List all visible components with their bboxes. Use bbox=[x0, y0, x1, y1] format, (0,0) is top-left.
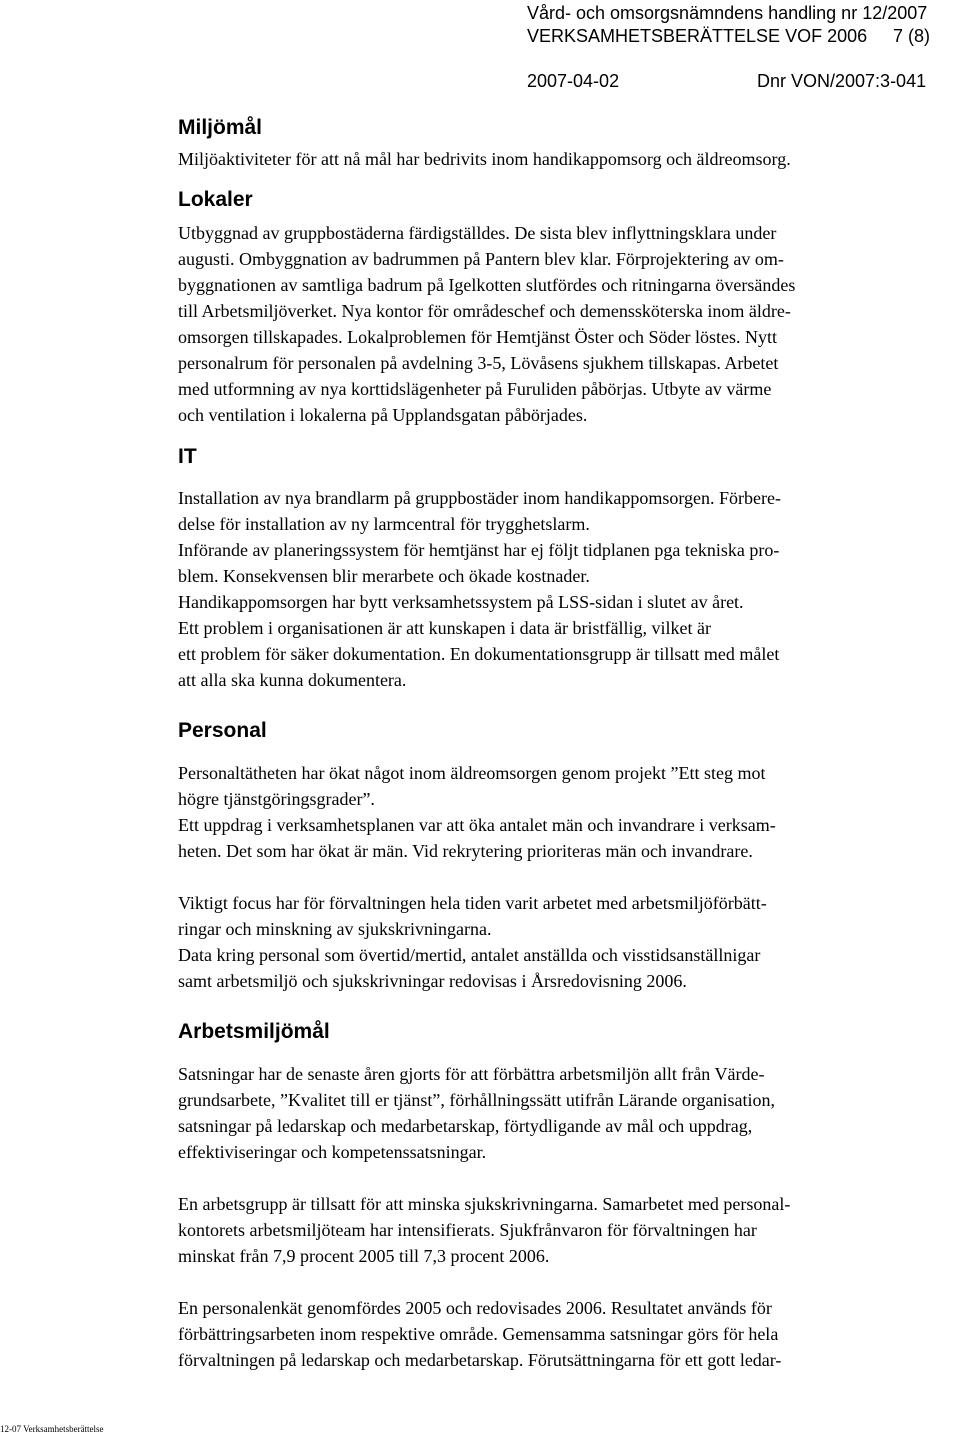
text-line: Satsningar har de senaste åren gjorts för att förbättra arbetsmiljön allt från Värde- bbox=[178, 1064, 765, 1084]
footer-text: 12-07 Verksamhetsberättelse bbox=[0, 1424, 104, 1434]
text-line: samt arbetsmiljö och sjukskrivningar redovisas i Årsredovisning 2006. bbox=[178, 971, 687, 991]
text-line: delse för installation av ny larmcentral för trygghetslarm. bbox=[178, 514, 590, 534]
text-line: och ventilation i lokalerna på Upplandsgatan påbörjades. bbox=[178, 405, 588, 425]
header-dnr: Dnr VON/2007:3-041 bbox=[757, 71, 927, 91]
section-heading-arbetsmiljomal: Arbetsmiljömål bbox=[178, 1020, 330, 1043]
text-line: högre tjänstgöringsgrader”. bbox=[178, 789, 375, 809]
text-line: förvaltningen på ledarskap och medarbetarskap. Förutsättningarna för ett gott ledar- bbox=[178, 1350, 782, 1370]
header-title-line: Vård- och omsorgsnämndens handling nr 12/2007 bbox=[527, 3, 928, 23]
paragraph bbox=[178, 1191, 948, 1269]
text-line: att alla ska kunna dokumentera. bbox=[178, 670, 407, 690]
paragraph bbox=[178, 146, 948, 172]
section-heading-personal: Personal bbox=[178, 719, 267, 742]
text-line: personalrum för personalen på avdelning 3-5, Lövåsens sjukhem tillskapas. Arbetet bbox=[178, 353, 779, 373]
text-line: Installation av nya brandlarm på gruppbostäder inom handikappomsorgen. Förbere- bbox=[178, 488, 782, 508]
document-body bbox=[178, 116, 948, 1373]
paragraph bbox=[178, 1295, 948, 1373]
header-date: 2007-04-02 bbox=[527, 71, 620, 91]
text-line: blem. Konsekvensen blir merarbete och ökade kostnader. bbox=[178, 566, 590, 586]
text-line: Viktigt focus har för förvaltningen hela tiden varit arbetet med arbetsmiljöförbätt- bbox=[178, 893, 767, 913]
paragraph bbox=[178, 760, 948, 864]
paragraph bbox=[178, 220, 948, 428]
text-line: med utformning av nya korttidslägenheter på Furuliden påbörjas. Utbyte av värme bbox=[178, 379, 772, 399]
text-line: effektiviseringar och kompetenssatsningar. bbox=[178, 1142, 487, 1162]
text-line: Ett problem i organisationen är att kunskapen i data är bristfällig, vilket är bbox=[178, 618, 712, 638]
text-line: ringar och minskning av sjukskrivningarna. bbox=[178, 919, 492, 939]
text-line: Handikappomsorgen har bytt verksamhetssystem på LSS-sidan i slutet av året. bbox=[178, 592, 744, 612]
text-line: Ett uppdrag i verksamhetsplanen var att öka antalet män och invandrare i verksam- bbox=[178, 815, 776, 835]
header-page-number: 7 (8) bbox=[893, 26, 931, 46]
text-line: omsorgen tillskapades. Lokalproblemen för Hemtjänst Öster och Söder löstes. Nytt bbox=[178, 327, 778, 347]
text-line: Miljöaktiviteter för att nå mål har bedrivits inom handikappomsorg och äldreomsorg. bbox=[178, 149, 791, 169]
section-heading-lokaler: Lokaler bbox=[178, 188, 253, 211]
text-line: Personaltätheten har ökat något inom äldreomsorgen genom projekt ”Ett steg mot bbox=[178, 763, 766, 783]
text-line: kontorets arbetsmiljöteam har intensifierats. Sjukfrånvaron för förvaltningen har bbox=[178, 1220, 757, 1240]
paragraph bbox=[178, 485, 948, 693]
text-line: Data kring personal som övertid/mertid, antalet anställda och visstidsanställnigar bbox=[178, 945, 761, 965]
section-heading-miljomal: Miljömål bbox=[178, 116, 263, 139]
text-line: grundsarbete, ”Kvalitet till er tjänst”, förhållningssätt utifrån Lärande organisation, bbox=[178, 1090, 775, 1110]
text-line: En arbetsgrupp är tillsatt för att minska sjukskrivningarna. Samarbetet med personal- bbox=[178, 1194, 791, 1214]
text-line: En personalenkät genomfördes 2005 och redovisades 2006. Resultatet används för bbox=[178, 1298, 772, 1318]
text-line: Införande av planeringssystem för hemtjänst har ej följt tidplanen pga tekniska pro- bbox=[178, 540, 780, 560]
paragraph bbox=[178, 1061, 948, 1165]
section-heading-it: IT bbox=[178, 445, 197, 468]
header-report-title: VERKSAMHETSBERÄTTELSE VOF 2006 bbox=[527, 26, 868, 46]
text-line: förbättringsarbeten inom respektive område. Gemensamma satsningar görs för hela bbox=[178, 1324, 779, 1344]
text-line: heten. Det som har ökat är män. Vid rekrytering prioriteras män och invandrare. bbox=[178, 841, 753, 861]
text-line: augusti. Ombyggnation av badrummen på Pantern blev klar. Förprojektering av om- bbox=[178, 249, 784, 269]
text-line: till Arbetsmiljöverket. Nya kontor för områdeschef och demenssköterska inom äldre- bbox=[178, 301, 791, 321]
text-line: satsningar på ledarskap och medarbetarskap, förtydligande av mål och uppdrag, bbox=[178, 1116, 753, 1136]
text-line: Utbyggnad av gruppbostäderna färdigställdes. De sista blev inflyttningsklara under bbox=[178, 223, 777, 243]
paragraph bbox=[178, 890, 948, 994]
text-line: minskat från 7,9 procent 2005 till 7,3 procent 2006. bbox=[178, 1246, 550, 1266]
text-line: byggnationen av samtliga badrum på Igelkotten slutfördes och ritningarna översändes bbox=[178, 275, 796, 295]
text-line: ett problem för säker dokumentation. En dokumentationsgrupp är tillsatt med målet bbox=[178, 644, 780, 664]
